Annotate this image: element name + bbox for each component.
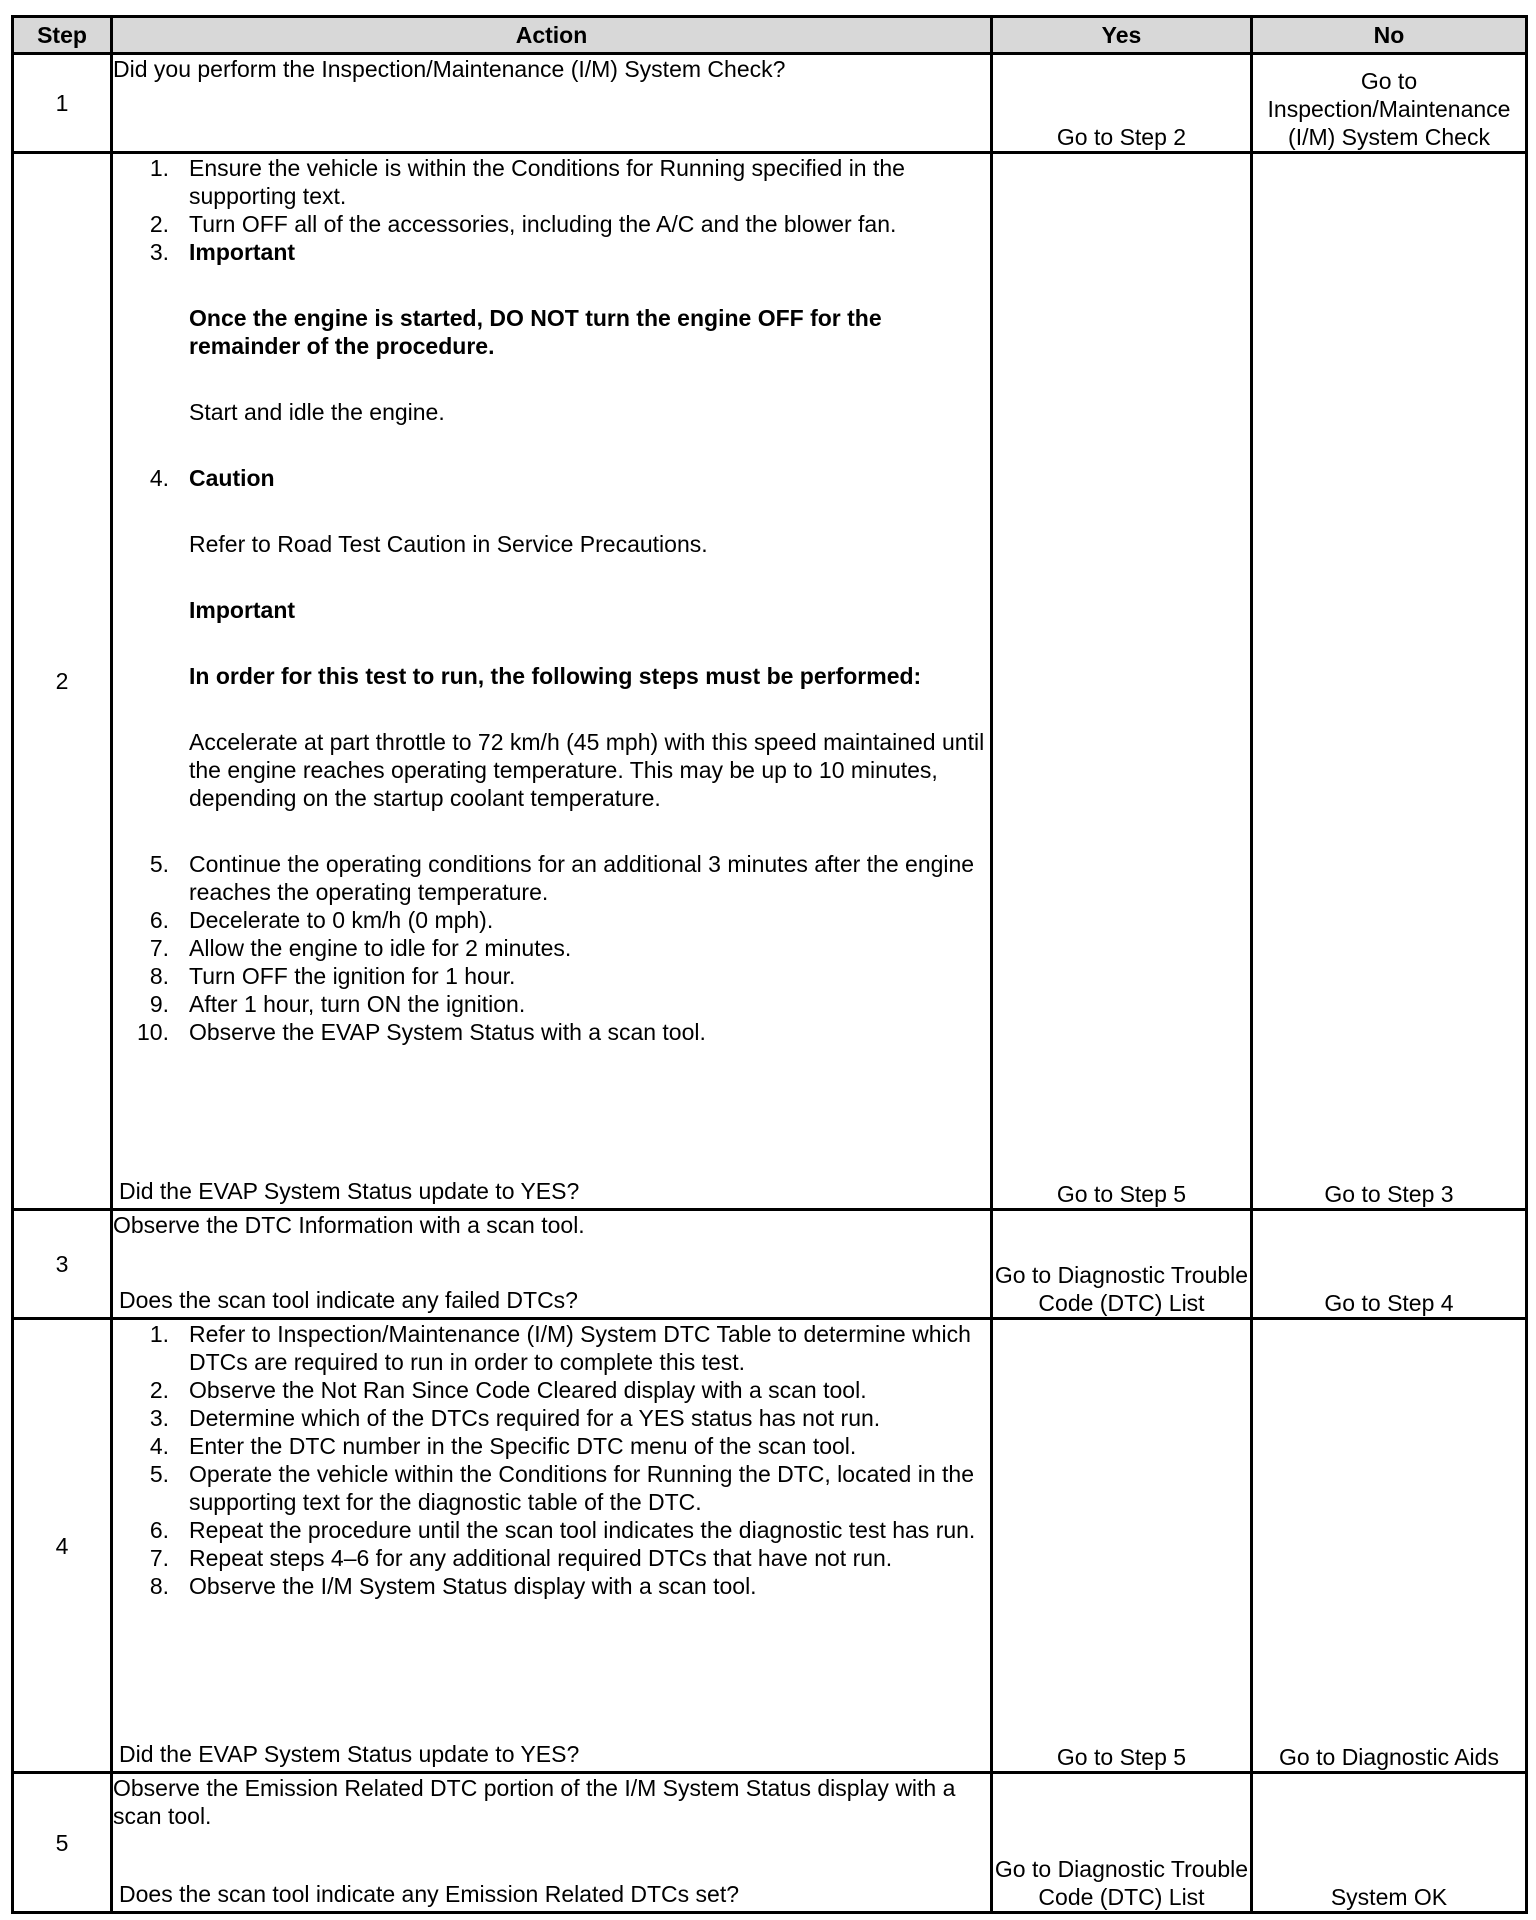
instruction-text: Observe the DTC Information with a scan tool. [113,1212,585,1238]
header-yes: Yes [992,17,1252,54]
no-cell: Go to Inspection/Maintenance (I/M) System Check [1252,54,1527,153]
list-item: 5. Operate the vehicle within the Conditions for Running the DTC, located in the supporting text for the diagnostic table of the DTC. [149,1461,974,1515]
action-cell [112,153,992,1210]
list-item: 9. After 1 hour, turn ON the ignition. [149,991,526,1017]
question-text: Did the EVAP System Status update to YES? [119,1741,580,1767]
header-action: Action [112,17,992,54]
step-text: Start and idle the engine. [189,399,445,425]
procedure-list [113,1320,990,1600]
question-text: Does the scan tool indicate any Emission Related DTCs set? [119,1881,740,1907]
list-item: 2. Turn OFF all of the accessories, including the A/C and the blower fan. [149,211,897,237]
list-item: 8. Observe the I/M System Status display with a scan tool. [149,1573,757,1599]
yes-cell: Go to Diagnostic Trouble Code (DTC) List [992,1773,1252,1913]
header-no: No [1252,17,1527,54]
important-note: Once the engine is started, DO NOT turn the engine OFF for the remainder of the procedure. [189,305,882,359]
list-item: 4. Enter the DTC number in the Specific DTC menu of the scan tool. [149,1433,857,1459]
question-text: Did the EVAP System Status update to YES? [119,1178,580,1204]
list-item: 10. Observe the EVAP System Status with a scan tool. [137,1019,706,1045]
table-row-step-5 [13,1773,1527,1913]
instruction-text: Observe the Emission Related DTC portion of the I/M System Status display with a scan tool. [113,1775,956,1829]
step-number: 2 [13,153,112,1210]
table-row-step-2 [13,153,1527,1210]
action-cell [112,1210,992,1319]
header-row [13,17,1527,54]
list-item: 6. Repeat the procedure until the scan tool indicates the diagnostic test has run. [149,1517,976,1543]
action-cell [112,54,992,153]
list-item: 1. Ensure the vehicle is within the Conditions for Running specified in the supporting text. [149,155,905,209]
diagnostic-table [11,15,1528,1914]
list-item: 1. Refer to Inspection/Maintenance (I/M) System DTC Table to determine which DTCs are required to run in order to complete this test. [149,1321,971,1375]
question-text: Did you perform the Inspection/Maintenance (I/M) System Check? [113,56,786,82]
caution-text: Refer to Road Test Caution in Service Precautions. [189,531,708,557]
important-label: Important [189,597,296,623]
table-row-step-3 [13,1210,1527,1319]
list-item: 2. Observe the Not Ran Since Code Cleared display with a scan tool. [149,1377,867,1403]
yes-cell: Go to Step 5 [992,153,1252,1210]
list-item: 5. Continue the operating conditions for an additional 3 minutes after the engine reaches the operating temperature. [149,851,975,905]
step-text: Accelerate at part throttle to 72 km/h (45 mph) with this speed maintained until the engine reaches operating temperature. This may be up to 10 minutes, depending on the startup coolant temperature. [189,729,985,811]
important-note: In order for this test to run, the following steps must be performed: [189,663,922,689]
important-label: Important [189,239,296,265]
step-number: 4 [13,1319,112,1773]
table-row-step-1 [13,54,1527,153]
no-cell: System OK [1252,1773,1527,1913]
procedure-list [113,154,990,1046]
list-item: 6. Decelerate to 0 km/h (0 mph). [149,907,494,933]
action-cell [112,1319,992,1773]
question-text: Does the scan tool indicate any failed DTCs? [119,1287,578,1313]
caution-label: Caution [189,465,275,491]
table-row-step-4 [13,1319,1527,1773]
yes-cell: Go to Step 5 [992,1319,1252,1773]
no-cell: Go to Diagnostic Aids [1252,1319,1527,1773]
action-cell [112,1773,992,1913]
yes-cell: Go to Diagnostic Trouble Code (DTC) List [992,1210,1252,1319]
step-number: 5 [13,1773,112,1913]
list-item: 7. Allow the engine to idle for 2 minutes. [149,935,572,961]
no-cell: Go to Step 3 [1252,153,1527,1210]
step-number: 1 [13,54,112,153]
step-number: 3 [13,1210,112,1319]
list-item: 8. Turn OFF the ignition for 1 hour. [149,963,516,989]
list-item: 4. Caution Refer to Road Test Caution in Service Precautions. Important In order for this test to run, the following steps must be performed: Accelerate at part throttle to 72 km/h (45 mph) with this speed maintained until the engine reaches operating temperature. This may be up to 10 minutes, depending on the startup coolant temperature. [113,464,990,850]
no-cell: Go to Step 4 [1252,1210,1527,1319]
yes-cell: Go to Step 2 [992,54,1252,153]
list-item: 3. Determine which of the DTCs required for a YES status has not run. [149,1405,881,1431]
header-step: Step [13,17,112,54]
list-item: 7. Repeat steps 4–6 for any additional required DTCs that have not run. [149,1545,893,1571]
list-item: 3. Important Once the engine is started, DO NOT turn the engine OFF for the remainder of the procedure. Start and idle the engine. [113,238,990,464]
